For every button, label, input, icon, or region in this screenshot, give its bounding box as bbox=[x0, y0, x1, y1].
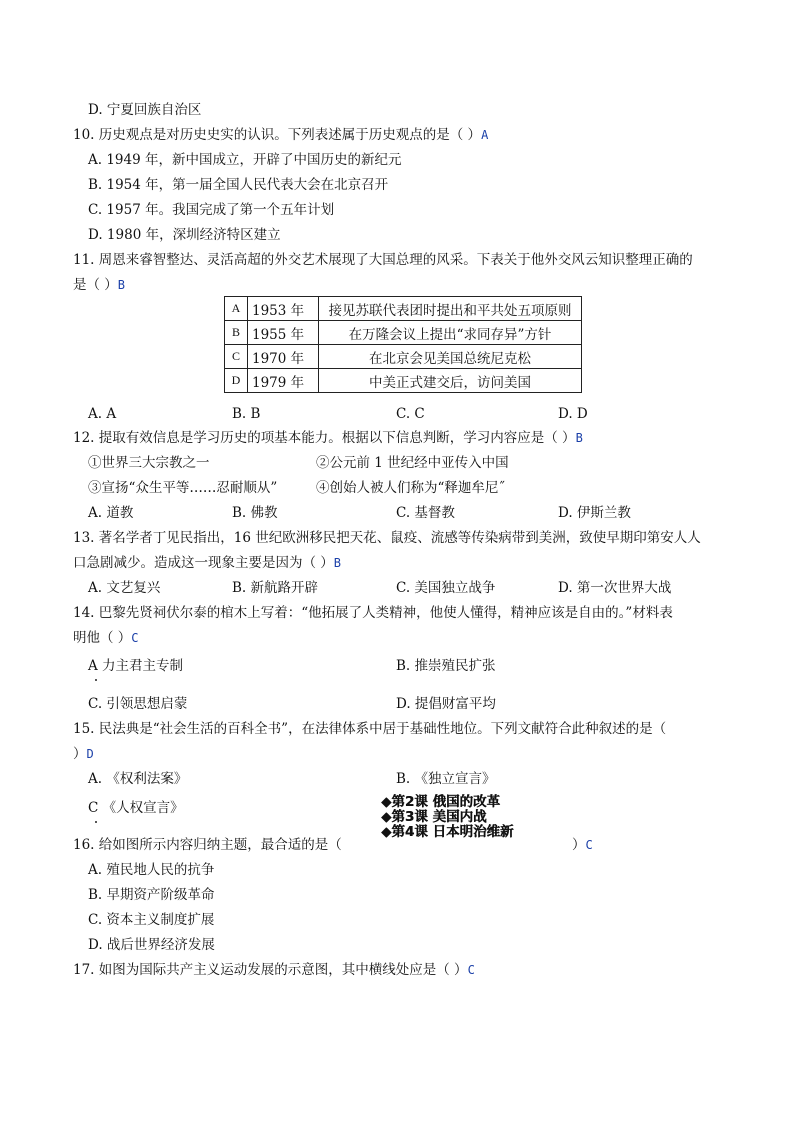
q12-stem: 12. 提取有效信息是学习历史的项基本能力。根据以下信息判断，学习内容应是（ ）B bbox=[73, 430, 583, 446]
table-cell-key: C bbox=[225, 345, 248, 369]
q12-option-c: C. 基督教 bbox=[396, 505, 455, 521]
q12-option-b: B. 佛教 bbox=[232, 505, 278, 521]
q14-stem-line2: 明他（ ）C bbox=[73, 630, 139, 646]
q12-answer: B bbox=[575, 431, 583, 445]
table-cell-year: 1955 年 bbox=[248, 321, 319, 345]
table-cell-year: 1970 年 bbox=[248, 345, 319, 369]
table-row bbox=[225, 369, 582, 393]
table-row bbox=[225, 345, 582, 369]
lesson-item: ◆第4课 日本明治维新 bbox=[381, 824, 514, 840]
q17-stem: 17. 如图为国际共产主义运动发展的示意图，其中横线处应是（ ）C bbox=[73, 962, 475, 978]
q13-option-c: C. 美国独立战争 bbox=[396, 580, 496, 596]
table-cell-event: 在万隆会议上提出“求同存异”方针 bbox=[319, 321, 582, 345]
q14-stem-line1: 14. 巴黎先贤祠伏尔泰的棺木上写着：“他拓展了人类精神，他使人懂得，精神应该是自由的。”材料表 bbox=[73, 605, 673, 621]
q10-option-a: A. 1949 年，新中国成立，开辟了中国历史的新纪元 bbox=[88, 152, 402, 168]
q15-answer: D bbox=[86, 747, 94, 761]
q15-option-c: C 《人权宣言》 bbox=[88, 800, 184, 816]
q16-lesson-figure bbox=[381, 795, 571, 840]
table-cell-key: B bbox=[225, 321, 248, 345]
q15-option-a: A. 《权利法案》 bbox=[88, 771, 188, 787]
q11-option-b: B. B bbox=[232, 406, 261, 422]
list-bullet-dot bbox=[95, 821, 97, 823]
q12-info-3: ③宣扬“众生平等……忍耐顺从” bbox=[88, 480, 278, 496]
list-bullet-dot bbox=[95, 679, 97, 681]
table-cell-year: 1979 年 bbox=[248, 369, 319, 393]
q11-answer: B bbox=[117, 278, 126, 292]
table-cell-year: 1953 年 bbox=[248, 297, 319, 321]
q14-option-b: B. 推崇殖民扩张 bbox=[396, 658, 496, 674]
q14-option-a: A 力主君主专制 bbox=[88, 658, 184, 674]
q11-stem-line2: 是（ ）B bbox=[73, 277, 126, 293]
lesson-item: ◆第3课 美国内战 bbox=[381, 809, 487, 825]
q14-option-c: C. 引领思想启蒙 bbox=[88, 696, 188, 712]
q16-option-d: D. 战后世界经济发展 bbox=[88, 937, 215, 953]
table-cell-event: 中美正式建交后，访问美国 bbox=[319, 369, 582, 393]
q15-option-b: B. 《独立宣言》 bbox=[396, 771, 496, 787]
table-row bbox=[225, 297, 582, 321]
table-cell-key: A bbox=[225, 297, 248, 321]
q9-option-d: D. 宁夏回族自治区 bbox=[88, 102, 202, 118]
table-cell-event: 在北京会见美国总统尼克松 bbox=[319, 345, 582, 369]
q13-stem-line1: 13. 著名学者丁见民指出，16 世纪欧洲移民把天花、鼠疫、流感等传染病带到美洲，致使早期印第安人人 bbox=[73, 530, 701, 546]
q13-option-b: B. 新航路开辟 bbox=[232, 580, 319, 596]
table-cell-key: D bbox=[225, 369, 248, 393]
q11-option-c: C. C bbox=[396, 406, 425, 422]
q11-option-a: A. A bbox=[88, 406, 117, 422]
q16-option-c: C. 资本主义制度扩展 bbox=[88, 912, 215, 928]
q12-info-1: ①世界三大宗教之一 bbox=[88, 455, 210, 471]
q10-answer: A bbox=[481, 128, 489, 142]
q17-answer: C bbox=[467, 963, 475, 977]
q16-option-b: B. 早期资产阶级革命 bbox=[88, 887, 215, 903]
q16-option-a: A. 殖民地人民的抗争 bbox=[88, 862, 215, 878]
q16-stem: 16. 给如图所示内容归纳主题，最合适的是（ bbox=[73, 837, 342, 853]
q16-stem-close: ）C bbox=[572, 837, 593, 853]
q12-info-2: ②公元前 1 世纪经中亚传入中国 bbox=[316, 455, 509, 471]
lesson-item: ◆第2课 俄国的改革 bbox=[381, 794, 500, 810]
q10-stem: 10. 历史观点是对历史史实的认识。下列表述属于历史观点的是（ ）A bbox=[73, 127, 489, 143]
q15-stem-line2: ）D bbox=[73, 746, 94, 762]
q13-option-a: A. 文艺复兴 bbox=[88, 580, 161, 596]
q14-option-d: D. 提倡财富平均 bbox=[396, 696, 496, 712]
table-row bbox=[225, 321, 582, 345]
q13-option-d: D. 第一次世界大战 bbox=[558, 580, 672, 596]
q10-option-c: C. 1957 年。我国完成了第一个五年计划 bbox=[88, 202, 335, 218]
q12-option-d: D. 伊斯兰教 bbox=[558, 505, 631, 521]
q11-stem-line1: 11. 周恩来睿智整达、灵活高超的外交艺术展现了大国总理的风采。下表关于他外交风云知识整理正确的 bbox=[73, 252, 693, 268]
q11-option-d: D. D bbox=[558, 406, 588, 422]
q10-option-d: D. 1980 年，深圳经济特区建立 bbox=[88, 227, 281, 243]
q12-option-a: A. 道教 bbox=[88, 505, 134, 521]
q12-info-4: ④创始人被人们称为“释迦牟尼˝ bbox=[316, 480, 506, 496]
table-cell-event: 接见苏联代表团时提出和平共处五项原则 bbox=[319, 297, 582, 321]
q11-table bbox=[224, 296, 582, 393]
q15-stem-line1: 15. 民法典是“社会生活的百科全书”，在法律体系中居于基础性地位。下列文献符合此种叙述的是（ bbox=[73, 721, 667, 737]
q16-answer: C bbox=[585, 838, 593, 852]
q10-option-b: B. 1954 年，第一届全国人民代表大会在北京召开 bbox=[88, 177, 389, 193]
q14-answer: C bbox=[131, 631, 139, 645]
q13-answer: B bbox=[333, 556, 342, 570]
q13-stem-line2: 口急剧减少。造成这一现象主要是因为（ ）B bbox=[73, 555, 342, 571]
